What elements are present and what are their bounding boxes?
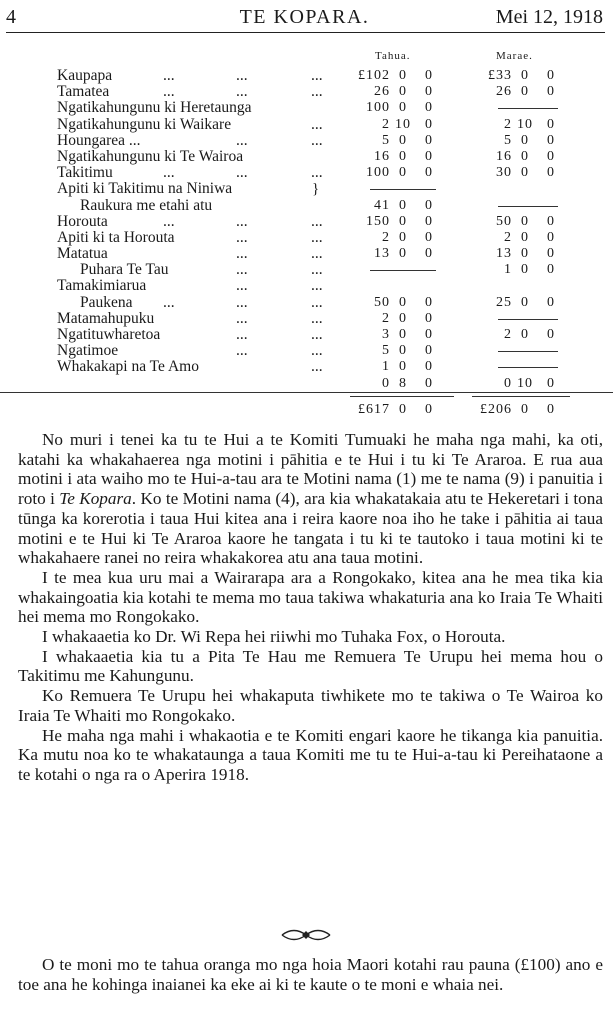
tahua-amount [350, 327, 458, 343]
totals-row [0, 399, 613, 421]
leader-dots: ... [236, 131, 248, 149]
header-rule [6, 32, 605, 33]
marae-amount [472, 295, 580, 311]
tahua-amount-pence: 0 [425, 213, 433, 229]
row-label: Ngatimoe [57, 342, 119, 360]
publication-title: TE KOPARA. [239, 6, 370, 28]
table-row [0, 230, 613, 246]
table-row [0, 278, 613, 294]
tahua-amount-pence: 0 [425, 68, 433, 83]
marae-amount [472, 262, 580, 278]
tahua-amount-shillings: 0 [399, 229, 407, 245]
leader-dots: ... [236, 83, 248, 101]
marae-amount-pence: 0 [547, 165, 555, 181]
marae-amount [472, 149, 580, 165]
publication-name-italic: Te Kopara [59, 489, 132, 509]
paragraph-4: I whakaaetia kia tu a Pita Te Hau me Remuera Te Urupu hei mema hou o Takitimu me Kahungunu. [18, 646, 603, 686]
tahua-amount-pence: 0 [425, 100, 433, 116]
table-row [0, 327, 613, 343]
marae-amount-pounds: 16 [496, 148, 512, 164]
tahua-amount-shillings: 0 [399, 197, 407, 213]
marae-amount [472, 133, 580, 149]
tahua-amount-pounds: 2 [382, 310, 390, 326]
marae-amount [472, 230, 580, 246]
tahua-amount-pounds: 41 [374, 197, 390, 213]
tahua-nil-dash [370, 189, 436, 190]
paragraph-6: He maha nga mahi i whakaotia e te Komiti engari kaore he tikanga kia panuitia. Ka mutu noa ko te whakataunga a taua Komiti me tu te Hui-a-tau ki Pereihataone a te kotahi o nga ra o Aperira 1918. [18, 725, 603, 784]
tahua-amount-pence: 0 [425, 375, 433, 391]
tahua-amount [350, 149, 458, 165]
tahua-amount-pence: 0 [425, 294, 433, 310]
tahua-amount-shillings: 0 [399, 343, 407, 359]
marae-amount-pence: 0 [547, 327, 555, 342]
marae-nil-dash [498, 351, 558, 352]
row-label: Raukura me etahi atu [80, 196, 213, 214]
leader-dots: ... [311, 326, 323, 343]
paragraph-3: I whakaaetia ko Dr. Wi Repa hei riiwhi mo Tuhaka Fox, o Horouta. [42, 627, 506, 647]
tahua-amount-pounds: 13 [374, 246, 390, 262]
leader-dots: ... [236, 326, 248, 343]
tahua-amount-shillings: 0 [399, 132, 407, 148]
marae-amount-pence: 0 [547, 84, 555, 100]
marae-amount [472, 117, 580, 133]
row-label: Whakakapi na Te Amo [57, 358, 199, 376]
tahua-amount-pounds: 150 [366, 213, 390, 229]
leader-dots: ... [163, 212, 175, 230]
leader-dots: ... [311, 342, 323, 360]
leader-dots: ... [311, 293, 323, 311]
row-label: Apiti ki Takitimu na Niniwa [57, 180, 233, 198]
marae-amount-pounds: 2 [504, 327, 512, 342]
ornament-divider-icon [280, 928, 332, 942]
table-row [0, 359, 613, 375]
tahua-amount [350, 214, 458, 230]
tahua-amount-pence: 0 [425, 359, 433, 375]
leader-dots: ... [163, 83, 175, 101]
row-label: Paukena [80, 293, 133, 311]
table-row [0, 246, 613, 262]
marae-amount [472, 68, 580, 84]
leader-dots: ... [236, 245, 248, 263]
table-row [0, 100, 613, 116]
marae-nil-dash [498, 319, 558, 320]
tahua-amount-pence: 0 [425, 229, 433, 245]
leader-dots: ... [311, 277, 323, 295]
marae-amount-pence: 0 [547, 229, 555, 245]
tahua-amount [350, 100, 458, 116]
marae-amount-pence: 0 [547, 246, 555, 262]
leader-dots: ... [311, 309, 323, 327]
table-row [0, 376, 613, 392]
total-marae [472, 399, 580, 421]
total-marae-shillings: 0 [521, 401, 529, 417]
tahua-amount-pounds: 0 [382, 375, 390, 391]
marae-nil-dash [498, 367, 558, 368]
tahua-amount-shillings: 0 [399, 165, 407, 181]
tahua-amount-pence: 0 [425, 148, 433, 164]
leader-dots: ... [311, 115, 323, 133]
total-marae-pounds: £206 [480, 401, 512, 417]
leader-dots: ... [311, 212, 323, 230]
tahua-amount [350, 133, 458, 149]
leader-dots: ... [311, 261, 323, 279]
tahua-amount-shillings: 0 [399, 68, 407, 83]
leader-dots: ... [236, 293, 248, 311]
marae-amount-pounds: 25 [496, 294, 512, 310]
leader-dots: ... [311, 245, 323, 263]
tahua-amount-pence: 0 [425, 132, 433, 148]
leader-dots: ... [311, 67, 323, 84]
row-label: Kaupapa [57, 67, 113, 84]
tahua-amount [350, 84, 458, 100]
tahua-amount [350, 246, 458, 262]
marae-amount [472, 165, 580, 181]
issue-date: Mei 12, 1918 [495, 6, 603, 28]
tahua-amount-pence: 0 [425, 84, 433, 100]
marae-amount-shillings: 0 [521, 165, 529, 181]
total-tahua-pence: 0 [425, 401, 433, 417]
marae-amount-pounds: 26 [496, 84, 512, 100]
tahua-amount-shillings: 0 [399, 213, 407, 229]
marae-amount-pounds: 50 [496, 213, 512, 229]
marae-amount [472, 246, 580, 262]
tahua-nil-dash [370, 270, 436, 271]
leader-dots: ... [236, 212, 248, 230]
tahua-amount-shillings: 0 [399, 310, 407, 326]
table-row [0, 149, 613, 165]
tahua-amount [350, 165, 458, 181]
table-row [0, 214, 613, 230]
leader-dots: ... [236, 261, 248, 279]
table-row [0, 343, 613, 359]
marae-amount-pounds: 13 [496, 246, 512, 262]
row-label: Puhara Te Tau [80, 261, 169, 279]
marae-amount-pence: 0 [547, 375, 555, 391]
leader-dots: ... [311, 131, 323, 149]
marae-amount-shillings: 0 [521, 294, 529, 310]
row-label: Tamatea [57, 83, 110, 101]
table-row [0, 311, 613, 327]
tahua-amount-shillings: 0 [399, 84, 407, 100]
marae-amount-shillings: 10 [517, 375, 533, 391]
tahua-amount-pounds: 5 [382, 343, 390, 359]
tahua-amount-pounds: 100 [366, 165, 390, 181]
row-label: Tamakimiarua [57, 277, 147, 295]
tahua-amount-pounds: 5 [382, 132, 390, 148]
tahua-amount [350, 117, 458, 133]
leader-dots: ... [236, 164, 248, 182]
tahua-amount [350, 376, 458, 392]
total-marae-pence: 0 [547, 401, 555, 417]
tahua-amount-pounds: 2 [382, 229, 390, 245]
marae-amount-shillings: 10 [517, 116, 533, 132]
marae-amount-pounds: 30 [496, 165, 512, 181]
leader-dots: ... [163, 164, 175, 182]
marae-amount-pounds: 2 [504, 229, 512, 245]
marae-amount-pence: 0 [547, 148, 555, 164]
tahua-amount-pence: 0 [425, 343, 433, 359]
row-label: Matatua [57, 245, 108, 263]
total-tahua-pounds: £617 [358, 401, 390, 417]
marae-amount-pounds: 2 [504, 116, 512, 132]
marae-amount-shillings: 0 [521, 213, 529, 229]
tahua-amount-pence: 0 [425, 310, 433, 326]
marae-amount-shillings: 0 [521, 84, 529, 100]
paragraph-1: No muri i tenei ka tu te Hui a te Komiti Tumuaki he maha nga mahi, ka oti, katahi ka whakahaerea nga motini i pāhitia e te Hui i tu ki Te Araroa. E rua aua motini i ata waiho mo te Hui-a-tau ara te Motini nama (1) me te nama (9) i panuitia i roto i Te Kopara. Ko te Motini nama (4), ara kia whakatakaia atu te Hekeretari i tona tūnga ka korerotia i taua Hui kitea ana i reira kaore noa iho he take i pāhitia ai taua motini e te Hui ki Te Araroa kaore he tangata i tu ki te tautoko i taua motini ki te whakahaere ranei no reira whakakorea atu ana taua motini. [18, 430, 603, 568]
tahua-amount [350, 198, 458, 214]
tahua-amount-pounds: 16 [374, 148, 390, 164]
leader-dots: ... [236, 309, 248, 327]
tahua-amount-shillings: 8 [399, 375, 407, 391]
marae-amount [472, 214, 580, 230]
row-label: Takitimu [57, 164, 113, 182]
marae-amount-shillings: 0 [521, 148, 529, 164]
marae-amount-shillings: 0 [521, 132, 529, 148]
total-rule-tahua [350, 396, 454, 397]
table-row [0, 84, 613, 100]
tahua-amount-shillings: 0 [399, 359, 407, 375]
marae-amount-pence: 0 [547, 132, 555, 148]
leader-dots: ... [311, 228, 323, 246]
total-rule [0, 392, 613, 399]
tahua-amount-pounds: 3 [382, 327, 390, 342]
row-label: Ngatikahungunu ki Heretaunga [57, 99, 252, 117]
tahua-amount-pence: 0 [425, 197, 433, 213]
marae-amount-pence: 0 [547, 116, 555, 132]
table-row [0, 117, 613, 133]
marae-nil-dash [498, 206, 558, 207]
row-label: Ngatikahungunu ki Te Wairoa [57, 147, 244, 165]
marae-amount [472, 84, 580, 100]
tahua-amount [350, 359, 458, 375]
tahua-amount-pence: 0 [425, 116, 433, 132]
marae-amount-pounds: 5 [504, 132, 512, 148]
total-rule-marae [472, 396, 570, 397]
marae-amount-pounds: 1 [504, 262, 512, 278]
column-header-marae: Marae. [496, 50, 533, 62]
table-rows [0, 68, 613, 421]
closing-paragraph: O te moni mo te tahua oranga mo nga hoia Maori kotahi rau pauna (£100) ano e toe ana he kohinga inaianei ka eke ai ki te kaute o te moni e whaia nei. [18, 955, 603, 994]
table-row [0, 262, 613, 278]
paragraph-5: Ko Remuera Te Urupu hei whakaputa tiwhikete mo te takiwa o Te Wairoa ko Iraia Te Whaiti mo Rongokako. [18, 686, 603, 725]
marae-amount-shillings: 0 [521, 262, 529, 278]
tahua-amount-shillings: 0 [399, 100, 407, 116]
marae-nil-dash [498, 108, 558, 109]
marae-amount-pence: 0 [547, 213, 555, 229]
marae-amount-shillings: 0 [521, 246, 529, 262]
leader-dots: ... [236, 228, 248, 246]
row-label: Horouta [57, 212, 108, 230]
leader-dots: ... [311, 83, 323, 101]
tahua-amount [350, 311, 458, 327]
marae-amount-pence: 0 [547, 68, 555, 83]
table-row [0, 165, 613, 181]
tahua-amount-pounds: 2 [382, 116, 390, 132]
marae-amount-shillings: 0 [521, 68, 529, 83]
tahua-amount-shillings: 0 [399, 148, 407, 164]
leader-dots: ... [236, 342, 248, 360]
tahua-amount [350, 230, 458, 246]
leader-dots: ... [236, 67, 248, 84]
table-row [0, 181, 613, 197]
row-label: Ngatituwharetoa [57, 326, 161, 343]
row-label: Houngarea ... [57, 131, 141, 149]
paragraph-2: I te mea kua uru mai a Wairarapa ara a Rongokako, kitea ana he mea tika kia whakaingoatia kia kotahi te mema mo taua takiwa whakaturia ana ko Iraia Te Whaiti hei mema mo Rongokako. [18, 567, 603, 627]
leader-dots: ... [163, 293, 175, 311]
row-label: Matamahupuku [57, 309, 155, 327]
tahua-amount-shillings: 0 [399, 246, 407, 262]
tahua-amount-pence: 0 [425, 327, 433, 342]
tahua-amount [350, 343, 458, 359]
row-label: Apiti ki ta Horouta [57, 228, 175, 246]
leader-dots: ... [236, 277, 248, 295]
marae-amount-pence: 0 [547, 262, 555, 278]
marae-amount-pounds: £33 [488, 68, 512, 83]
tahua-amount-shillings: 10 [395, 116, 411, 132]
page-number: 4 [6, 6, 16, 28]
tahua-amount-pounds: 26 [374, 84, 390, 100]
marae-amount-pounds: 0 [504, 375, 512, 391]
table-row [0, 68, 613, 84]
page-header [6, 6, 603, 32]
marae-amount [472, 327, 580, 343]
tahua-amount-pounds: 100 [366, 100, 390, 116]
tahua-amount-pence: 0 [425, 165, 433, 181]
column-header-tahua: Tahua. [375, 50, 411, 62]
grouping-brace: } [312, 181, 320, 198]
closing-note [18, 955, 603, 994]
tahua-amount-pounds: 1 [382, 359, 390, 375]
leader-dots: ... [311, 358, 323, 376]
table-row [0, 198, 613, 214]
marae-amount-shillings: 0 [521, 229, 529, 245]
tahua-amount [350, 68, 458, 84]
tahua-amount-shillings: 0 [399, 327, 407, 342]
marae-amount [472, 376, 580, 392]
leader-dots: ... [311, 164, 323, 182]
table-row [0, 295, 613, 311]
total-tahua-shillings: 0 [399, 401, 407, 417]
row-label: Ngatikahungunu ki Waikare [57, 115, 232, 133]
table-row [0, 133, 613, 149]
tahua-amount-pounds: £102 [358, 68, 390, 83]
tahua-amount [350, 295, 458, 311]
tahua-amount-shillings: 0 [399, 294, 407, 310]
leader-dots: ... [163, 67, 175, 84]
tahua-amount-pounds: 50 [374, 294, 390, 310]
marae-amount-shillings: 0 [521, 327, 529, 342]
article-body [18, 430, 603, 785]
tahua-amount-pence: 0 [425, 246, 433, 262]
total-tahua [350, 399, 458, 421]
marae-amount-pence: 0 [547, 294, 555, 310]
